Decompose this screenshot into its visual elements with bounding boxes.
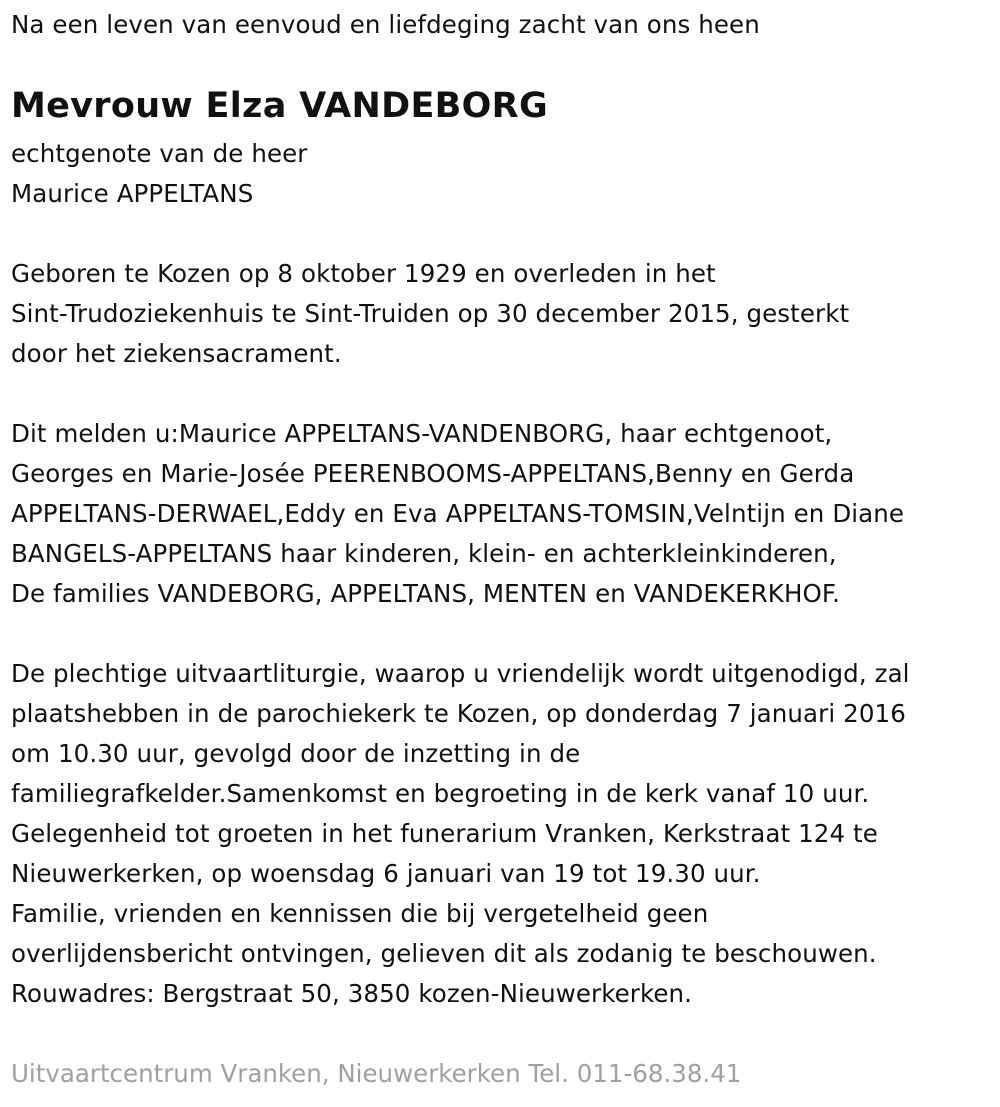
funeral-line: familiegrafkelder.Samenkomst en begroeting in de kerk vanaf 10 uur. <box>11 779 870 808</box>
intro-text: Na een leven van eenvoud en liefdeging zacht van ons heen <box>11 10 760 39</box>
birth-death-line: Geboren te Kozen op 8 oktober 1929 en overleden in het <box>11 259 716 288</box>
birth-death-line: Sint-Trudoziekenhuis te Sint-Truiden op 30 december 2015, gesterkt <box>11 299 850 328</box>
announcement-line: BANGELS-APPELTANS haar kinderen, klein- en achterkleinkinderen, <box>11 539 837 568</box>
announcement-block <box>11 414 904 614</box>
announcement-line: Georges en Marie-Josée PEERENBOOMS-APPELTANS,Benny en Gerda <box>11 459 855 488</box>
funeral-line: Rouwadres: Bergstraat 50, 3850 kozen-Nieuwerkerken. <box>11 979 693 1008</box>
spouse-block <box>11 134 307 214</box>
spouse-line: Maurice APPELTANS <box>11 179 254 208</box>
funeral-line: Gelegenheid tot groeten in het funerarium Vranken, Kerkstraat 124 te <box>11 819 878 848</box>
funeral-line: overlijdensbericht ontvingen, gelieven dit als zodanig te beschouwen. <box>11 939 877 968</box>
funeral-line: Nieuwerkerken, op woensdag 6 januari van 19 tot 19.30 uur. <box>11 859 761 888</box>
funeral-details-block <box>11 654 910 1014</box>
funeral-line: Familie, vrienden en kennissen die bij vergetelheid geen <box>11 899 709 928</box>
announcement-line: APPELTANS-DERWAEL,Eddy en Eva APPELTANS-TOMSIN,Velntijn en Diane <box>11 499 905 528</box>
spouse-line: echtgenote van de heer <box>11 139 308 168</box>
birth-death-block <box>11 254 849 374</box>
birth-death-line: door het ziekensacrament. <box>11 339 342 368</box>
funeral-line: De plechtige uitvaartliturgie, waarop u vriendelijk wordt uitgenodigd, zal <box>11 659 910 688</box>
funeral-home-footer: Uitvaartcentrum Vranken, Nieuwerkerken Tel. 011-68.38.41 <box>11 1059 742 1088</box>
announcement-line: De families VANDEBORG, APPELTANS, MENTEN en VANDEKERKHOF. <box>11 579 840 608</box>
funeral-line: plaatshebben in de parochiekerk te Kozen, op donderdag 7 januari 2016 <box>11 699 906 728</box>
funeral-line: om 10.30 uur, gevolgd door de inzetting in de <box>11 739 581 768</box>
deceased-name: Mevrouw Elza VANDEBORG <box>11 86 548 126</box>
announcement-line: Dit melden u:Maurice APPELTANS-VANDENBORG, haar echtgenoot, <box>11 419 833 448</box>
